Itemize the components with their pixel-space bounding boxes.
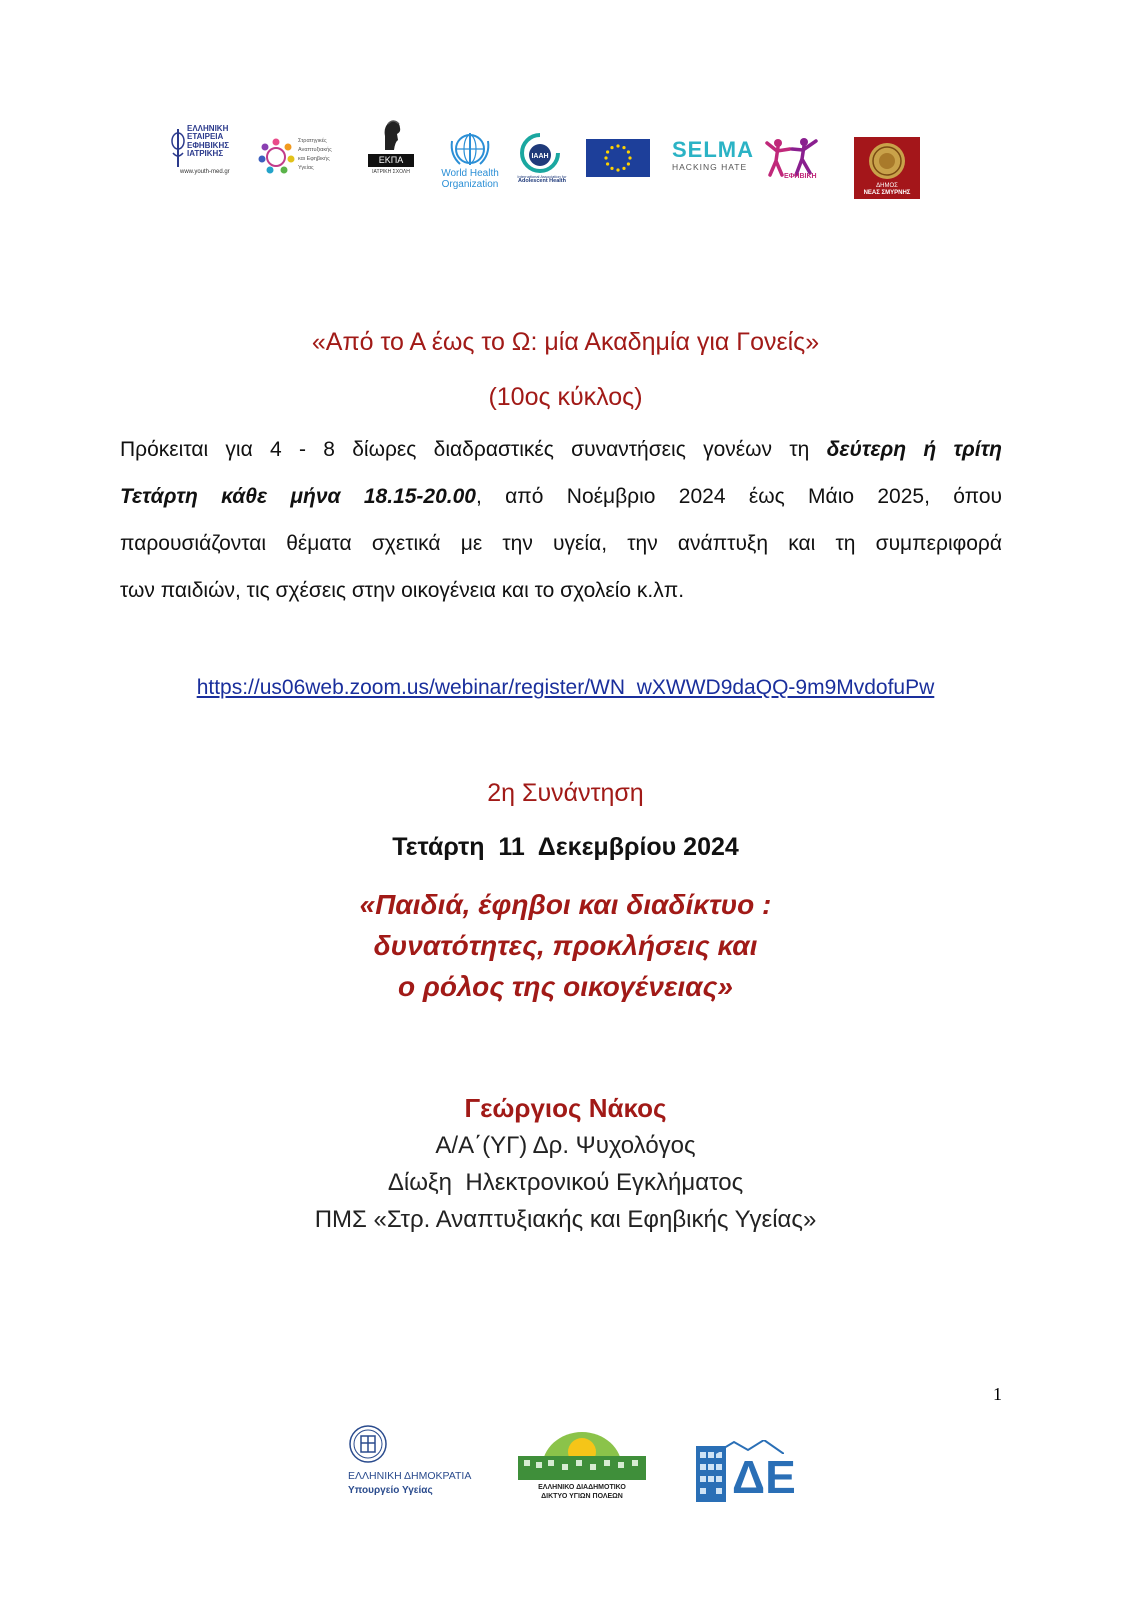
youth-med-logo bbox=[170, 125, 240, 177]
iaah-logo bbox=[512, 133, 572, 189]
ekpa-label: ΕΚΠΑ bbox=[368, 154, 414, 167]
description-line: παρουσιάζονται θέματα σχετικά με την υγεία, την ανάπτυξη και τη συμπεριφορά bbox=[120, 532, 1002, 555]
caduceus-icon bbox=[170, 127, 186, 169]
healthy-cities-emblem-icon bbox=[518, 1428, 646, 1482]
nea-smyrni-logo bbox=[854, 137, 920, 199]
talk-title-line: δυνατότητες, προκλήσεις και bbox=[373, 930, 758, 961]
nea-smyrni-line1: ΔΗΜΟΣ bbox=[876, 183, 898, 189]
eu-stars-icon bbox=[586, 139, 650, 177]
strategies-line: Αναπτυξιακής bbox=[298, 147, 332, 153]
strategies-line: Στρατηγικές bbox=[298, 138, 327, 144]
healthy-cities-line1: ΕΛΛΗΝΙΚΟ ΔΙΑΔΗΜΟΤΙΚΟ bbox=[538, 1484, 626, 1491]
youth-med-url: www.youth-med.gr bbox=[180, 169, 230, 175]
hellenic-republic-line1: ΕΛΛΗΝΙΚΗ ΔΗΜΟΚΡΑΤΙΑ bbox=[348, 1470, 472, 1482]
efivikh-logo bbox=[760, 137, 850, 187]
who-line1: World Health bbox=[441, 168, 499, 179]
ide-label: ΔΕ bbox=[732, 1451, 796, 1503]
talk-title-line: «Παιδιά, έφηβοι και διαδίκτυο : bbox=[359, 889, 772, 920]
healthy-cities-logo bbox=[518, 1428, 646, 1504]
youth-med-line: ΙΑΤΡΙΚΗΣ bbox=[187, 149, 224, 159]
description-emphasis: Τετάρτη κάθε μήνα 18.15-20.00 bbox=[120, 485, 476, 508]
meeting-date: Τετάρτη 11 Δεκεμβρίου 2024 bbox=[392, 833, 739, 861]
athena-head-icon bbox=[379, 118, 403, 152]
hellenic-republic-logo bbox=[342, 1424, 482, 1502]
efivikh-label: ΕΦΗΒΙΚΗ bbox=[784, 173, 817, 180]
zoom-registration-link[interactable]: https://us06web.zoom.us/webinar/register/WN_wXWWD9daQQ-9m9MvdofuPw bbox=[196, 676, 935, 699]
description-line: των παιδιών, τις σχέσεις στην οικογένεια και το σχολείο κ.λπ. bbox=[120, 579, 685, 602]
selma-title: SELMA bbox=[672, 137, 754, 162]
healthy-cities-line2: ΔΙΚΤΥΟ ΥΓΙΩΝ ΠΟΛΕΩΝ bbox=[541, 1493, 623, 1500]
who-line2: Organization bbox=[441, 179, 499, 190]
greek-coat-of-arms-icon bbox=[348, 1424, 388, 1464]
iaah-line2: Adolescent Health bbox=[518, 178, 566, 185]
speaker-program: ΠΜΣ «Στρ. Αναπτυξιακής και Εφηβικής Υγείας» bbox=[314, 1206, 817, 1233]
description-line bbox=[120, 473, 1002, 520]
description-text: , από Νοέμβριο 2024 έως Μάιο 2025, όπου bbox=[475, 485, 1002, 508]
meeting-number: 2η Συνάντηση bbox=[487, 779, 644, 807]
strategies-line: Υγείας bbox=[298, 165, 314, 171]
eu-flag-logo bbox=[586, 139, 650, 177]
description-line bbox=[120, 426, 1002, 473]
description-emphasis: δεύτερη ή τρίτη bbox=[826, 438, 1002, 461]
program-description bbox=[120, 426, 1002, 614]
who-emblem-icon bbox=[448, 131, 492, 167]
talk-title bbox=[0, 884, 1131, 1007]
iaah-badge: IAAH bbox=[531, 153, 549, 160]
municipal-seal-icon bbox=[867, 141, 907, 181]
description-text: Πρόκειται για 4 - 8 δίωρες διαδραστικές συναντήσεις γονέων τη bbox=[120, 438, 827, 461]
ekpa-sub: ΙΑΤΡΙΚΗ ΣΧΟΛΗ bbox=[372, 169, 410, 175]
speaker-affiliation: Δίωξη Ηλεκτρονικού Εγκλήματος bbox=[387, 1169, 744, 1196]
iaah-line1: International Association for bbox=[517, 174, 567, 179]
program-cycle: (10ος κύκλος) bbox=[488, 383, 643, 411]
ide-logo bbox=[694, 1440, 794, 1506]
speaker-role: Α/Α΄(ΥΓ) Δρ. Ψυχολόγος bbox=[435, 1132, 696, 1159]
talk-title-line: ο ρόλος της οικογένειας» bbox=[398, 971, 733, 1002]
who-logo bbox=[438, 131, 502, 191]
strategies-logo bbox=[257, 137, 342, 179]
hellenic-republic-line2: Υπουργείο Υγείας bbox=[348, 1485, 433, 1496]
youth-med-line: ΕΤΑΙΡΕΙΑ bbox=[187, 132, 224, 142]
nea-smyrni-line2: ΝΕΑΣ ΣΜΥΡΝΗΣ bbox=[863, 190, 911, 196]
youth-med-line: ΕΛΛΗΝΙΚΗ bbox=[187, 124, 229, 133]
program-title: «Από το Α έως το Ω: μία Ακαδημία για Γονείς» bbox=[311, 328, 820, 356]
circle-of-people-icon bbox=[257, 137, 295, 175]
strategies-line: και Εφηβικής bbox=[298, 156, 330, 162]
selma-logo bbox=[672, 137, 754, 176]
selma-sub: HACKING HATE bbox=[672, 162, 748, 172]
page-number: 1 bbox=[993, 1384, 1002, 1404]
youth-med-line: ΕΦΗΒΙΚΗΣ bbox=[187, 140, 230, 150]
iaah-emblem-icon bbox=[520, 133, 560, 173]
ekpa-logo bbox=[368, 118, 414, 180]
speaker-name: Γεώργιος Νάκος bbox=[464, 1093, 667, 1123]
